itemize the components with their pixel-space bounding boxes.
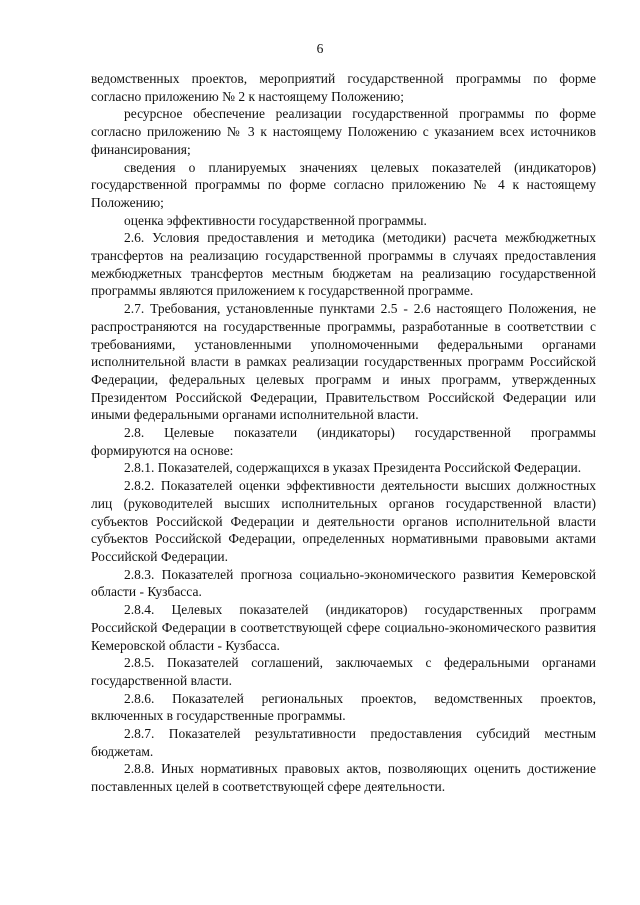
paragraph-2-8-2: 2.8.2. Показателей оценки эффективности деятельности высших должностных лиц (руководителей высших исполнительных органов государственной власти) субъектов Российской Федерации и деятельности органов исполнительной власти субъектов Российской Федерации, определенных нормативными правовыми актами Российской Федерации. — [91, 478, 596, 564]
paragraph-2-8-7: 2.8.7. Показателей результативности предоставления субсидий местным бюджетам. — [91, 726, 596, 759]
paragraph-2-8-8: 2.8.8. Иных нормативных правовых актов, позволяющих оценить достижение поставленных целей в соответствующей сфере деятельности. — [91, 761, 596, 795]
paragraph-2-8: 2.8. Целевые показатели (индикаторы) государственной программы формируются на основе: — [91, 425, 596, 458]
paragraph-2-6: 2.6. Условия предоставления и методика (методики) расчета межбюджетных трансфертов на реализацию государственной программы в случаях предоставления межбюджетных трансфертов местным бюджетам на реализацию государственной программы являются приложением к государственной программе. — [91, 230, 596, 299]
paragraph-2-7: 2.7. Требования, установленные пунктами 2.5 - 2.6 настоящего Положения, не распространяются на государственные программы, разработанные в соответствии с требованиями, установленными уполномоченными федеральными органами исполнительной власти в рамках реализации государственных программ Российской Федерации, федеральных целевых программ и иных программ, утвержденных Президентом Российской Федерации, Правительством Российской Федерации или иными федеральными органами исполнительной власти. — [91, 301, 596, 423]
paragraph-efficiency-evaluation: оценка эффективности государственной программы. — [124, 212, 427, 228]
paragraph-2-8-5: 2.8.5. Показателей соглашений, заключаемых с федеральными органами государственной власти. — [91, 655, 596, 688]
paragraph-2-8-1: 2.8.1. Показателей, содержащихся в указах Президента Российской Федерации. — [124, 460, 582, 476]
paragraph-2-8-4: 2.8.4. Целевых показателей (индикаторов) государственных программ Российской Федерации в соответствующей сфере социально-экономического развития Кемеровской области - Кузбасса. — [91, 602, 596, 653]
body-text — [91, 70, 596, 796]
paragraph-target-values: сведения о планируемых значениях целевых показателей (индикаторов) государственной программы по форме согласно приложению № 4 к настоящему Положению; — [91, 159, 596, 210]
paragraph-resource-support: ресурсное обеспечение реализации государственной программы по форме согласно приложению № 3 к настоящему Положению с указанием всех источников финансирования; — [91, 106, 596, 157]
paragraph-item-list-continuation: ведомственных проектов, мероприятий государственной программы по форме согласно приложению № 2 к настоящему Положению; — [91, 71, 596, 104]
page-number: 6 — [316, 41, 324, 56]
paragraph-2-8-3: 2.8.3. Показателей прогноза социально-экономического развития Кемеровской области - Кузбасса. — [91, 566, 596, 600]
paragraph-2-8-6: 2.8.6. Показателей региональных проектов, ведомственных проектов, включенных в государственные программы. — [91, 690, 596, 724]
